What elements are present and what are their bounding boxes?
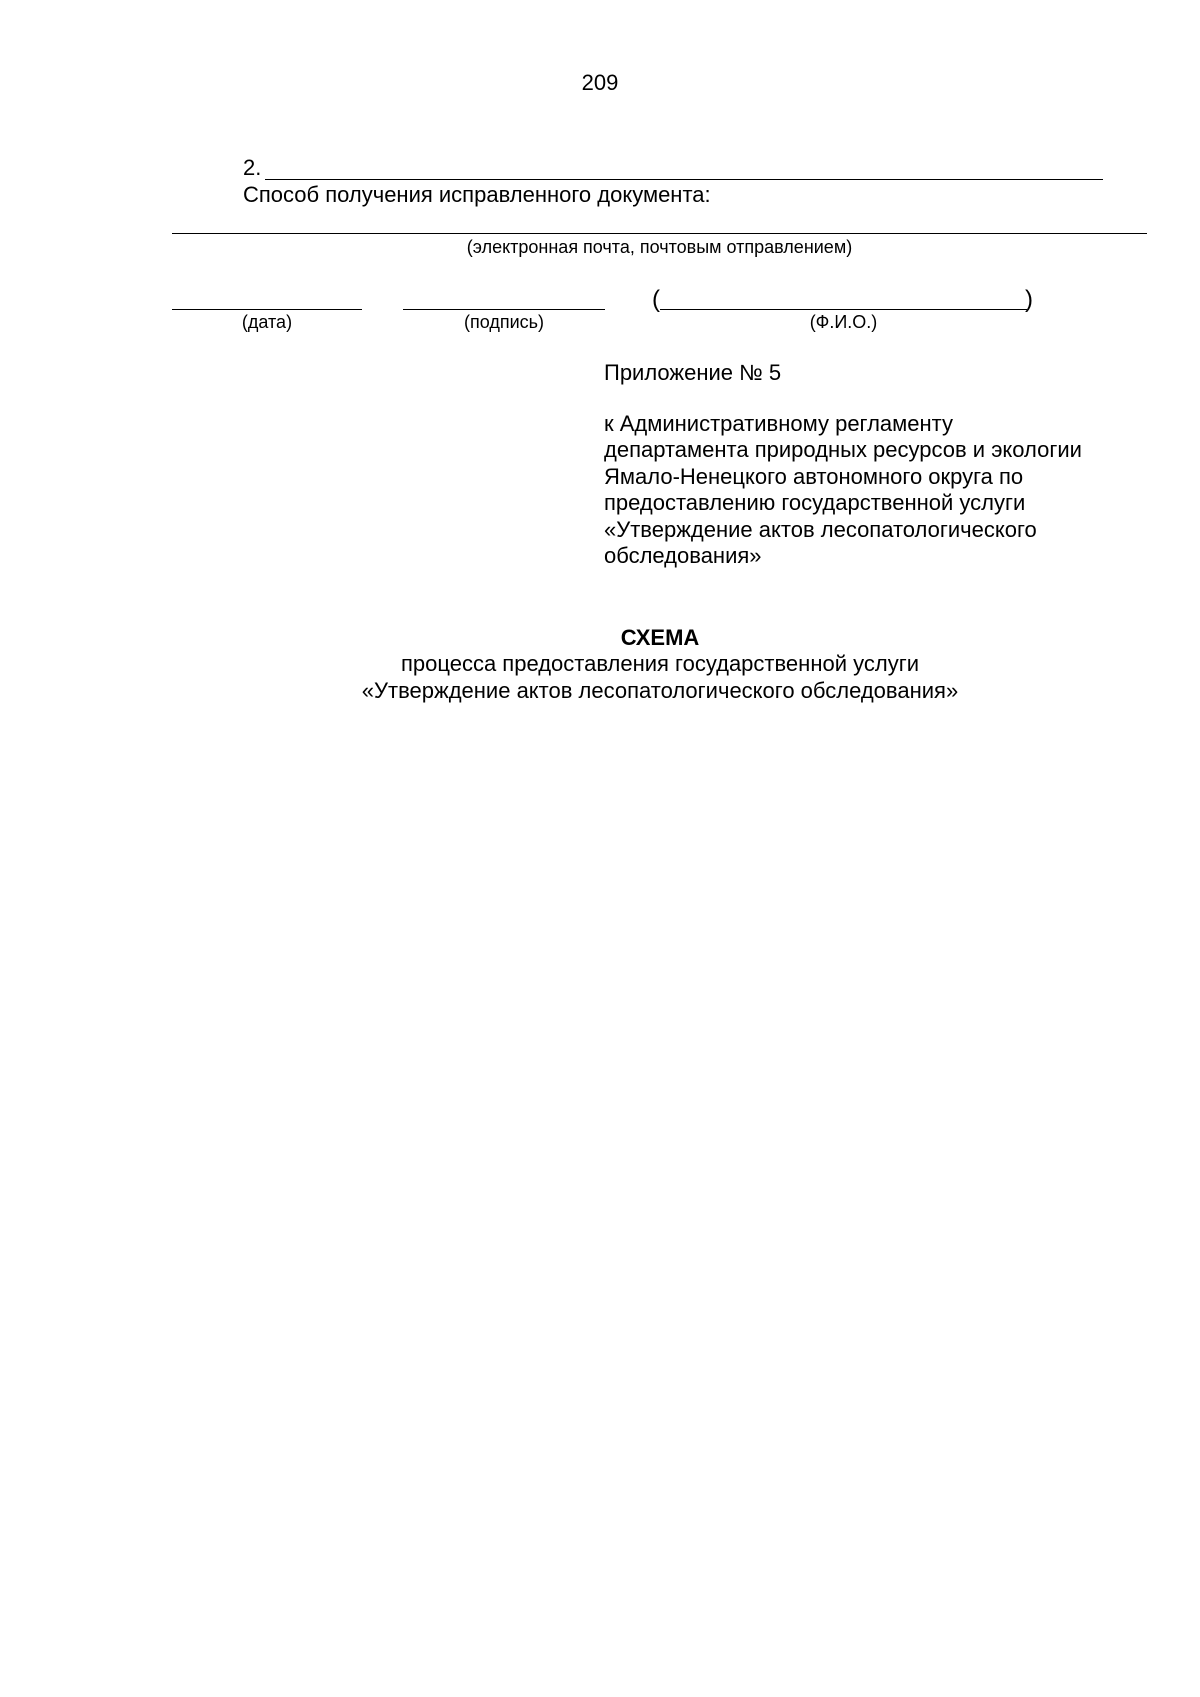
appendix-line: обследования» (604, 543, 762, 569)
scheme-title: СХЕМА (620, 625, 700, 650)
appendix-line: к Административному регламенту (604, 411, 954, 436)
item-2-row (243, 154, 1103, 182)
date-caption: (дата) (241, 312, 293, 332)
signature-caption: (подпись) (463, 312, 545, 332)
fio-blank-line (660, 309, 1027, 310)
receipt-method-hint: (электронная почта, почтовым отправлением) (466, 237, 853, 257)
appendix-line: Ямало-Ненецкого автономного округа по (604, 463, 1024, 489)
scheme-subtitle-line: «Утверждение актов лесопатологического обследования» (361, 678, 959, 703)
scheme-subtitle (0, 650, 1200, 704)
appendix-line: департамента природных ресурсов и экологии (604, 437, 1082, 463)
item-number: 2. (243, 155, 262, 180)
appendix-line: предоставлению государственной услуги (604, 490, 1026, 516)
appendix-reference (604, 411, 1164, 569)
fio-close-paren: ) (1025, 286, 1033, 313)
date-blank-line (172, 309, 362, 310)
fio-open-paren: ( (652, 286, 660, 313)
receipt-method-label: Способ получения исправленного документа: (243, 182, 711, 207)
receipt-method-blank-line (172, 233, 1147, 234)
appendix-line: «Утверждение актов лесопатологического (604, 516, 1037, 542)
appendix-title: Приложение № 5 (604, 360, 782, 385)
page-number: 209 (581, 70, 619, 95)
item-2-blank-line (265, 179, 1103, 180)
signature-blank-line (403, 309, 605, 310)
scheme-subtitle-line: процесса предоставления государственной услуги (400, 651, 920, 676)
fio-caption: (Ф.И.О.) (809, 312, 878, 332)
